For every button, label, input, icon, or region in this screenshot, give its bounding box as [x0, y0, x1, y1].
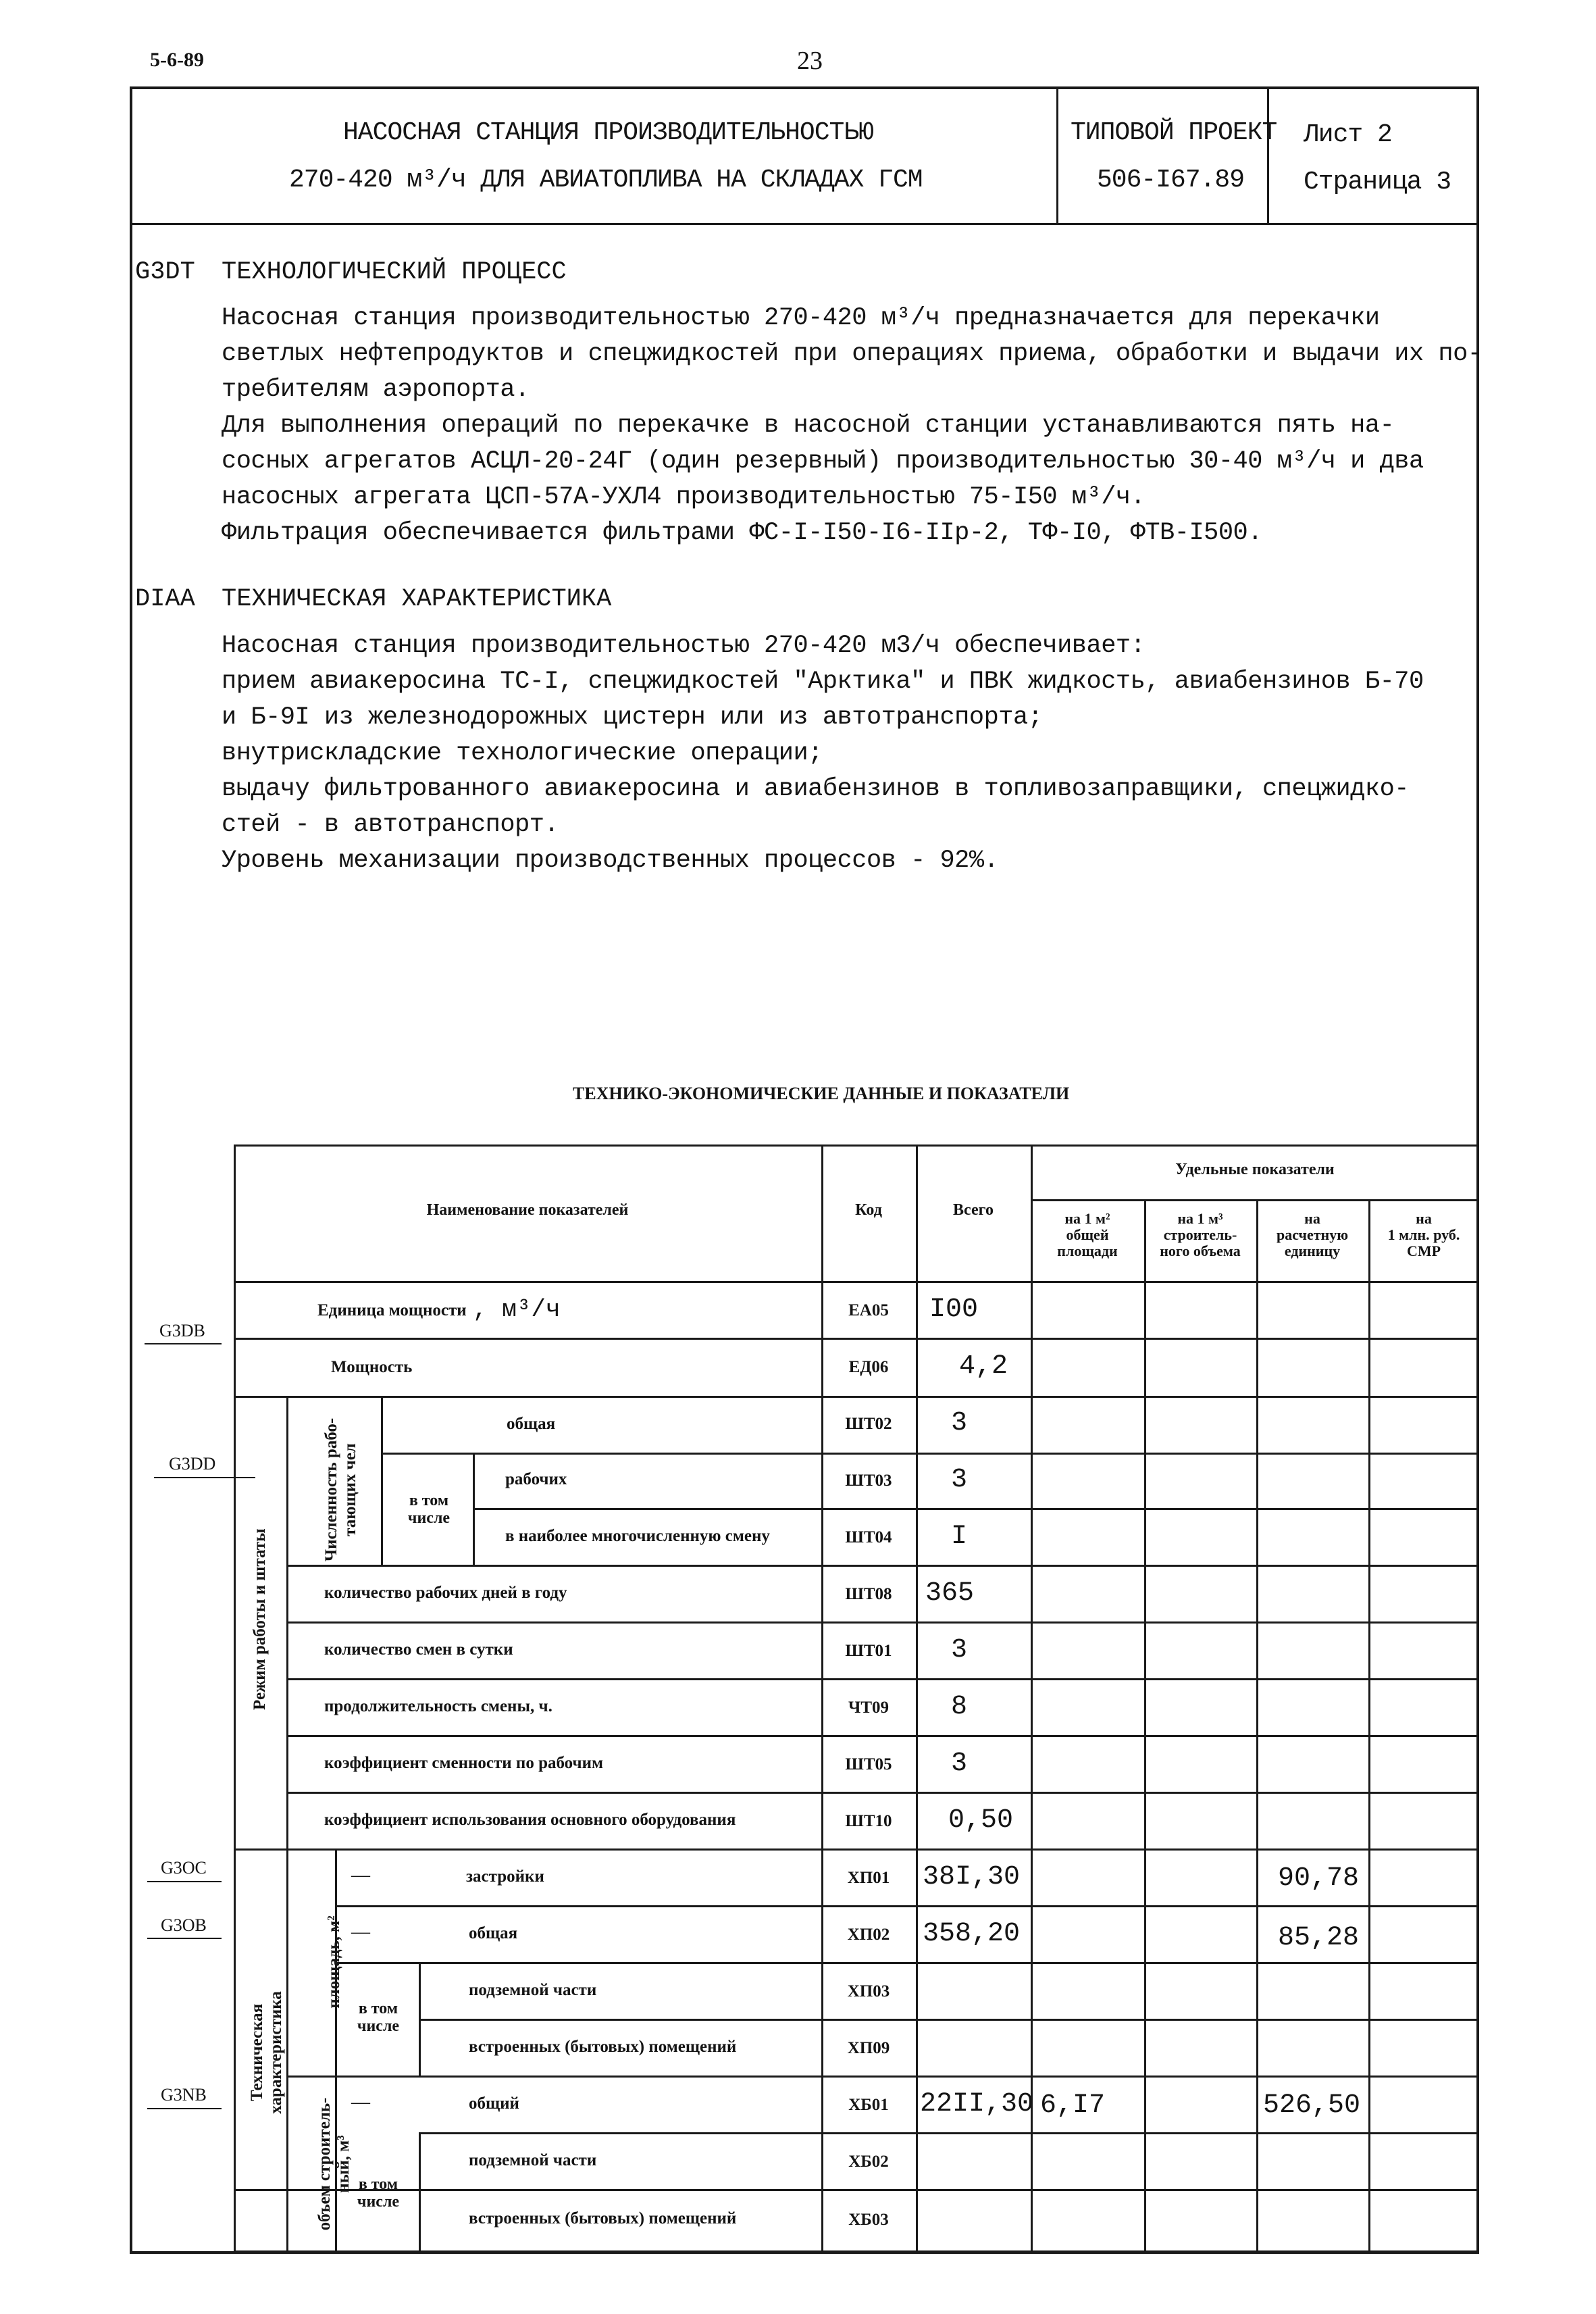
group-label-text: в том — [358, 2175, 398, 2193]
row-label: подземной части — [469, 1981, 597, 1999]
row-code: ШТ02 — [845, 1415, 892, 1433]
header-text: на — [1304, 1210, 1320, 1227]
row-marker: G3OB — [161, 1915, 207, 1935]
header-text: площади — [1057, 1242, 1118, 1259]
row-code: ЧТ09 — [848, 1699, 890, 1717]
group-label-text: в том — [409, 1492, 449, 1509]
header-text: общей — [1066, 1226, 1109, 1243]
row-code: ХП03 — [847, 1982, 890, 2001]
row-code: ШТ10 — [845, 1812, 892, 1830]
row-marker: G3DB — [159, 1321, 205, 1340]
row-code: ХБ01 — [848, 2096, 889, 2114]
sheet-label: Лист 2 — [1304, 120, 1392, 149]
row-label: коэффициент использования основного оборудования — [324, 1811, 736, 1829]
row-per-m2: 6,I7 — [1040, 2090, 1106, 2121]
title-block-divider-1 — [1056, 86, 1058, 224]
row-code: ХП02 — [847, 1926, 890, 1944]
row-label: Единица мощности — [317, 1301, 467, 1319]
text-line: выдачу фильтрованного авиакеросина и авиабензинов в топливозаправщики, спецжидко- — [222, 775, 1409, 803]
group-label-in-that-volume — [338, 2175, 419, 2211]
row-label: подземной части — [469, 2151, 597, 2169]
table-line — [286, 2076, 1479, 2078]
row-code: ШТ03 — [845, 1472, 892, 1490]
table-line — [381, 1396, 383, 1566]
header-specific: Удельные показатели — [1175, 1161, 1335, 1178]
table-line — [234, 1848, 1479, 1851]
table-line — [1031, 1145, 1033, 2253]
row-total: 0,50 — [948, 1805, 1014, 1836]
table-line — [335, 1962, 1479, 1964]
row-total: 22II,30 — [920, 2089, 1034, 2119]
text-line: внутрискладские технологические операции; — [222, 739, 823, 768]
group-label-text: числе — [357, 2017, 400, 2035]
header-per-mln — [1368, 1211, 1479, 1259]
table-line — [419, 1962, 421, 2076]
section-body — [222, 628, 1464, 885]
marker-underline — [145, 1343, 222, 1344]
row-label: общая — [469, 1924, 518, 1942]
table-line — [234, 1145, 236, 2253]
header-text: ного объема — [1160, 1242, 1241, 1259]
marker-underline — [147, 1881, 222, 1882]
row-label: встроенных (бытовых) помещений — [469, 2038, 737, 2056]
text-line: и Б-9I из железнодорожных цистерн или из автотранспорта; — [222, 703, 1043, 732]
header-text: строитель- — [1163, 1226, 1237, 1243]
table-line — [234, 1145, 1479, 1147]
group-label-text: Численность рабо- — [322, 1417, 340, 1562]
section-code: G3DT — [135, 258, 195, 286]
group-label-in-that-staff — [385, 1492, 473, 1527]
table-line — [419, 2019, 1479, 2021]
text-line: сосных агрегатов АСЦЛ-20-24Г (один резервный) производительностью 30-40 м³/ч и два — [222, 447, 1424, 476]
text-line: светлых нефтепродуктов и спецжидкостей при операциях приема, обработки и выдачи их по- — [222, 340, 1483, 368]
text-line: Уровень механизации производственных процессов - 92%. — [222, 847, 999, 875]
row-total: 3 — [951, 1635, 968, 1665]
row-total: 8 — [951, 1692, 968, 1722]
row-total: 3 — [951, 1465, 968, 1495]
group-label-text: ный, м³ — [334, 2135, 353, 2193]
text-line: насосных агрегата ЦСП-57А-УХЛ4 производительностью 75-I50 м³/ч. — [222, 483, 1145, 511]
header-text: единицу — [1284, 1242, 1341, 1259]
row-label: в наиболее многочисленную смену — [505, 1527, 770, 1545]
header-total: Всего — [953, 1201, 994, 1219]
row-dash: — — [351, 1921, 370, 1942]
row-code: ХП01 — [847, 1869, 890, 1887]
text-line: стей - в автотранспорт. — [222, 811, 559, 839]
header-text: 1 млн. руб. — [1387, 1226, 1460, 1243]
row-code: ШТ04 — [845, 1528, 892, 1546]
group-label-text: числе — [407, 1509, 451, 1527]
row-code: ХБ02 — [848, 2153, 889, 2171]
group-label-in-that-area — [338, 2000, 419, 2035]
group-label-tech — [248, 1975, 286, 2130]
page-number: 23 — [797, 47, 823, 75]
table-line — [234, 1338, 1479, 1340]
table-line — [1256, 1199, 1258, 2253]
table-line — [419, 2132, 1479, 2134]
table-line — [1368, 1199, 1370, 2253]
marker-underline — [154, 1477, 255, 1478]
text-line: Для выполнения операций по перекачке в насосной станции устанавливаются пять на- — [222, 411, 1395, 440]
row-code: ШТ08 — [845, 1585, 892, 1603]
section-title: ТЕХНИЧЕСКАЯ ХАРАКТЕРИСТИКА — [222, 585, 612, 613]
row-label: коэффициент сменности по рабочим — [324, 1754, 604, 1772]
text-line: прием авиакеросина ТС-I, спецжидкостей "Арктика" и ПВК жидкость, авиабензинов Б-70 — [222, 668, 1424, 696]
row-total: I — [951, 1521, 968, 1552]
title-block-divider-2 — [1267, 86, 1269, 224]
header-text: на — [1416, 1210, 1432, 1227]
row-marker: G3DD — [169, 1454, 216, 1474]
group-label-volume — [315, 2083, 353, 2245]
row-marker: G3NB — [161, 2085, 207, 2105]
table-line — [286, 1565, 1479, 1567]
table-line — [381, 1453, 1479, 1455]
row-total: 358,20 — [923, 1919, 1021, 1949]
page-label: Страница 3 — [1304, 168, 1451, 197]
table-line — [335, 1905, 1479, 1907]
row-per-unit: 90,78 — [1278, 1863, 1360, 1894]
text-line: требителям аэропорта. — [222, 376, 530, 404]
marker-underline — [147, 2108, 222, 2109]
row-label: общий — [469, 2094, 519, 2113]
section-code: DIAA — [135, 585, 195, 613]
header-name: Наименование показателей — [426, 1201, 629, 1219]
text-line: Насосная станция производительностью 270-420 м³/ч предназначается для перекачки — [222, 304, 1380, 332]
row-dash: — — [351, 1865, 370, 1886]
header-per-m2 — [1031, 1211, 1144, 1259]
project-label: ТИПОВОЙ ПРОЕКТ — [1071, 118, 1277, 147]
row-label: количество рабочих дней в году — [324, 1584, 567, 1602]
row-total: I00 — [929, 1294, 979, 1325]
row-total: 4,2 — [959, 1351, 1008, 1382]
group-label-area: площадь, м² — [325, 1915, 343, 2009]
header-text: СМР — [1406, 1242, 1441, 1259]
table-line — [234, 1396, 1479, 1398]
table-line — [234, 1281, 1479, 1283]
group-label-text: числе — [357, 2193, 400, 2211]
table-line — [1144, 1199, 1146, 2253]
table-line — [286, 1678, 1479, 1680]
header-code: Код — [855, 1201, 882, 1219]
header-text: расчетную — [1276, 1226, 1349, 1243]
group-label-staff — [322, 1405, 360, 1574]
row-label: рабочих — [505, 1470, 567, 1488]
header-text: на 1 м³ — [1177, 1210, 1223, 1227]
table-line — [916, 1145, 918, 2253]
group-label-text: в том — [358, 2000, 398, 2017]
row-total: 3 — [951, 1408, 968, 1438]
project-number: 506-I67.89 — [1097, 166, 1245, 195]
group-label-text: тающих чел — [341, 1443, 359, 1536]
table-line — [419, 2132, 421, 2253]
table-caption: ТЕХНИКО-ЭКОНОМИЧЕСКИЕ ДАННЫЕ И ПОКАЗАТЕЛИ — [573, 1084, 1070, 1103]
row-label: продолжительность смены, ч. — [324, 1697, 552, 1715]
table-line — [286, 1735, 1479, 1737]
group-label-text: характеристика — [267, 1991, 285, 2114]
row-label: встроенных (бытовых) помещений — [469, 2209, 737, 2228]
row-total: 38I,30 — [923, 1862, 1021, 1892]
group-label-text: объем строитель- — [315, 2097, 334, 2231]
title-line-1: НАСОСНАЯ СТАНЦИЯ ПРОИЗВОДИТЕЛЬНОСТЬЮ — [343, 118, 873, 147]
document-code: 5-6-89 — [150, 49, 204, 71]
row-dash: — — [351, 2092, 370, 2113]
row-label: общая — [507, 1415, 556, 1433]
marker-underline — [147, 1938, 222, 1939]
section-title: ТЕХНОЛОГИЧЕСКИЙ ПРОЦЕСС — [222, 258, 567, 286]
table-line — [286, 1621, 1479, 1624]
group-label-regime: Режим работы и штаты — [251, 1528, 269, 1710]
table-line — [473, 1508, 1479, 1510]
row-marker: G3OC — [161, 1858, 207, 1878]
group-label-text: Техническая — [248, 2003, 266, 2102]
row-label: застройки — [466, 1867, 544, 1886]
row-unit: , м³/ч — [473, 1296, 561, 1324]
text-line: Насосная станция производительностью 270-420 м3/ч обеспечивает: — [222, 632, 1145, 660]
row-label: Мощность — [331, 1358, 413, 1376]
row-per-unit: 85,28 — [1278, 1923, 1360, 1953]
row-code: ЕД06 — [848, 1358, 889, 1376]
table-line — [1031, 1199, 1479, 1201]
table-line — [286, 1396, 288, 2253]
header-text: на 1 м² — [1064, 1210, 1110, 1227]
row-total: 3 — [951, 1749, 968, 1779]
section-body — [222, 301, 1483, 557]
row-label: количество смен в сутки — [324, 1640, 513, 1659]
table-line — [473, 1453, 475, 1566]
row-total: 365 — [925, 1578, 975, 1609]
row-code: ШТ01 — [845, 1642, 892, 1660]
table-line — [286, 1792, 1479, 1794]
row-per-unit: 526,50 — [1263, 2090, 1361, 2121]
row-code: ШТ05 — [845, 1755, 892, 1774]
title-block-bottom-line — [130, 223, 1479, 225]
row-code: ХП09 — [847, 2039, 890, 2057]
text-line: Фильтрация обеспечивается фильтрами ФС-I-I50-I6-IIр-2, ТФ-I0, ФТВ-I500. — [222, 519, 1262, 547]
row-code: ХБ03 — [848, 2211, 889, 2229]
header-per-m3 — [1144, 1211, 1256, 1259]
row-code: ЕА05 — [848, 1301, 889, 1319]
title-line-2: 270-420 м³/ч ДЛЯ АВИАТОПЛИВА НА СКЛАДАХ ГСМ — [289, 166, 923, 195]
header-per-unit — [1256, 1211, 1368, 1259]
